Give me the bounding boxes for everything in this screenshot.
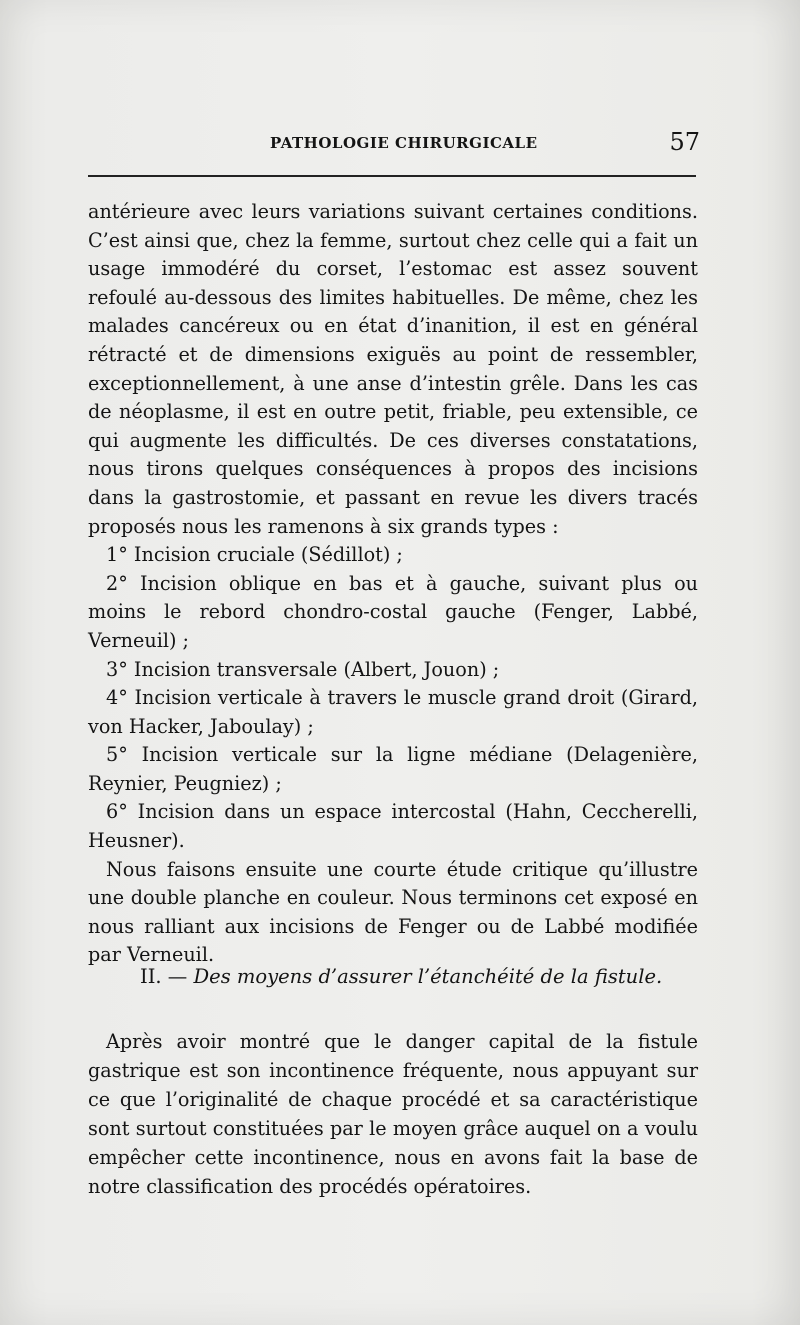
- section-title: Des moyens d’assurer l’étanchéité de la fistule.: [193, 965, 663, 988]
- main-text: [88, 198, 698, 970]
- page-header: [80, 128, 700, 164]
- header-rule: [88, 175, 696, 177]
- list-item: 1° Incision cruciale (Sédillot) ;: [106, 543, 403, 567]
- section-number: II. —: [140, 965, 188, 988]
- section-text: [88, 1027, 698, 1201]
- section-paragraph: Après avoir montré que le danger capital de la fistule gastrique est son incontinence fréquente, nous appuyant sur ce que l’originalité de chaque procédé et sa caractéristique sont surtout constituées par le moyen grâce auquel on a voulu empêcher cette incontinence, nous en avons fait la base de notre classification des procédés opératoires.: [88, 1030, 698, 1198]
- list-item: 3° Incision transversale (Albert, Jouon) ;: [106, 657, 500, 681]
- list-item: 4° Incision verticale à travers le muscle grand droit (Girard, von Hacker, Jaboulay) ;: [88, 686, 698, 738]
- running-title: PATHOLOGIE CHIRURGICALE: [270, 134, 538, 152]
- section-heading: [140, 965, 700, 988]
- list-item: 6° Incision dans un espace intercostal (Hahn, Ceccherelli, Heusner).: [88, 800, 698, 853]
- intro-paragraph: antérieure avec leurs variations suivant certaines conditions. C’est ainsi que, chez la femme, surtout chez celle qui a fait un usage immodéré du corset, l’estomac est assez souvent refoulé au-dessous des limites habituelles. De même, chez les malades cancéreux ou en état d’inanition, il est en général rétracté et de dimensions exiguës au point de ressembler, exceptionnellement, à une anse d’intestin grêle. Dans les cas de néoplasme, il est en outre petit, friable, peu extensible, ce qui augmente les difficultés. De ces diverses constatations, nous tirons quelques conséquences à propos des incisions dans la gastrostomie, et passant en revue les divers tracés proposés nous les ramenons à six grands types :: [88, 200, 698, 538]
- page-number: 57: [669, 128, 700, 156]
- closing-paragraph: Nous faisons ensuite une courte étude critique qu’illustre une double planche en couleur. Nous terminons cet exposé en nous ralliant aux incisions de Fenger ou de Labbé modifiée par Verneuil.: [88, 857, 698, 967]
- list-item: 5° Incision verticale sur la ligne médiane (Delagenière, Reynier, Peugniez) ;: [88, 743, 698, 795]
- list-item: 2° Incision oblique en bas et à gauche, suivant plus ou moins le rebord chondro-costal gauche (Fenger, Labbé, Verneuil) ;: [88, 571, 698, 652]
